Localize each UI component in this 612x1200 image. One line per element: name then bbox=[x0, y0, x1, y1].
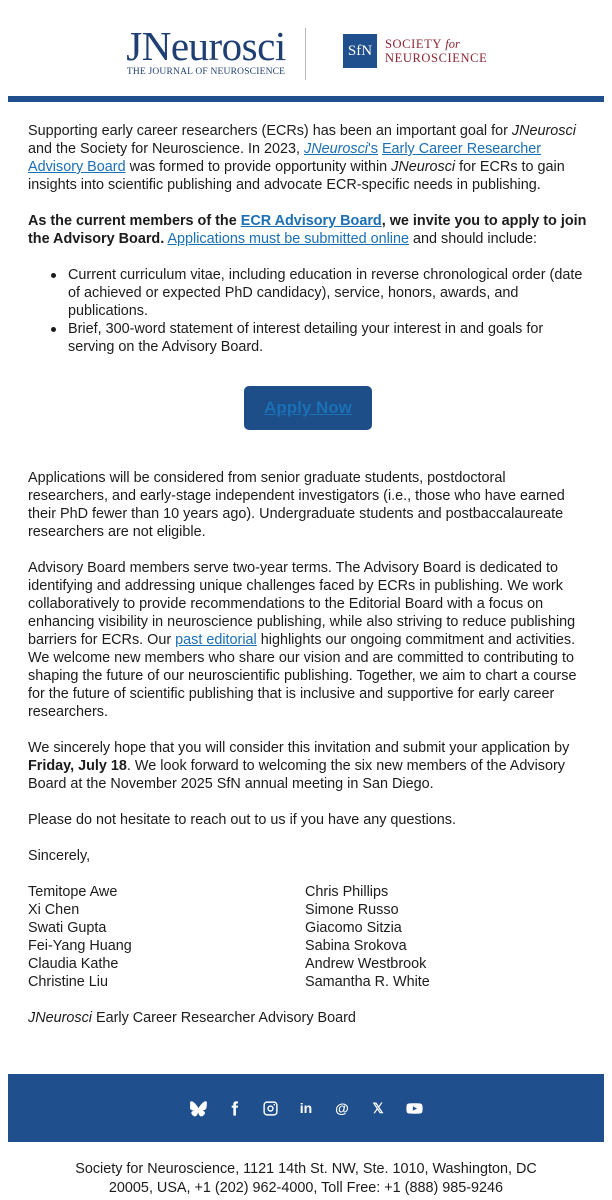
jneurosci-link[interactable]: JNeurosci's bbox=[304, 141, 378, 157]
x-icon[interactable]: 𝕏 bbox=[372, 1099, 384, 1116]
signer-name: Swati Gupta bbox=[28, 920, 107, 936]
sfn-logo-text bbox=[385, 37, 487, 65]
questions-paragraph: Please do not hesitate to reach out to us if you have any questions. bbox=[28, 812, 457, 828]
apply-button-wrap bbox=[28, 386, 588, 430]
footer-address bbox=[20, 1160, 592, 1198]
signers-left bbox=[28, 883, 305, 991]
instagram-icon[interactable] bbox=[261, 1099, 280, 1118]
sfn-line1: SOCIETY bbox=[385, 37, 442, 51]
requirements-list bbox=[28, 266, 588, 356]
signers bbox=[28, 883, 588, 991]
linkedin-icon[interactable]: in bbox=[299, 1100, 313, 1116]
deadline-date: Friday, July 18 bbox=[28, 758, 127, 774]
jneurosci-wordmark: JNeurosci bbox=[126, 23, 286, 69]
facebook-icon[interactable] bbox=[225, 1099, 244, 1118]
signer-name: Xi Chen bbox=[28, 902, 80, 918]
deadline-paragraph: We sincerely hope that you will consider this invitation and submit your application by Friday, July 18. We look forward to welcoming the six new members of the Advisory Board at the November 2025 SfN annual meeting in San Diego. bbox=[28, 740, 570, 792]
terms-paragraph: Advisory Board members serve two-year terms. The Advisory Board is dedicated to identifying and addressing unique challenges faced by ECRs in publishing. We work collaboratively to provide recommendations to the Editorial Board with a focus on enhancing visibility in neuroscience publishing, while also striving to reduce publishing barriers for ECRs. Our past editorial highlights our ongoing commitment and activities. We welcome new members who share our vision and are committed to contributing to shaping the future of our neuroscientific publishing. Together, we aim to chart a course for the future of scientific publishing that is inclusive and supportive for early career researchers. bbox=[28, 560, 577, 720]
closing: Sincerely, bbox=[28, 848, 91, 864]
invite-paragraph: As the current members of the ECR Advisory Board, we invite you to apply to join the Advisory Board. Applications must be submitted online and should include: bbox=[28, 213, 587, 247]
list-item: Brief, 300-word statement of interest detailing your interest in and goals for serving on the Advisory Board. bbox=[28, 320, 588, 356]
sfn-logo-mark[interactable]: SfN bbox=[343, 34, 377, 68]
signer-name: Chris Phillips bbox=[305, 884, 389, 900]
jneurosci-logo[interactable] bbox=[116, 23, 296, 77]
signer-name: Temitope Awe bbox=[28, 884, 118, 900]
header-divider bbox=[305, 28, 306, 80]
youtube-icon[interactable] bbox=[405, 1099, 424, 1118]
sfn-line2: NEUROSCIENCE bbox=[385, 51, 488, 65]
threads-icon[interactable]: @ bbox=[335, 1100, 349, 1116]
apply-now-button[interactable]: Apply Now bbox=[244, 386, 372, 430]
signer-name: Andrew Westbrook bbox=[305, 956, 427, 972]
jneurosci-subtitle: THE JOURNAL OF NEUROSCIENCE bbox=[126, 67, 286, 77]
social-bar bbox=[8, 1074, 604, 1142]
address-line2: 20005, USA, +1 (202) 962-4000, Toll Free: +1 (888) 985-9246 bbox=[108, 1180, 504, 1196]
header-rule bbox=[8, 96, 604, 102]
signer-name: Christine Liu bbox=[28, 974, 108, 990]
signer-name: Claudia Kathe bbox=[28, 956, 119, 972]
eligibility-paragraph: Applications will be considered from senior graduate students, postdoctoral researchers, and early-stage independent investigators (i.e., those who have earned their PhD fewer than 10 years ago). Undergraduate students and postbaccalaureate researchers are not eligible. bbox=[28, 470, 565, 540]
past-editorial-link[interactable]: past editorial bbox=[175, 632, 257, 648]
signature-line: JNeurosci Early Career Researcher Advisory Board bbox=[28, 1010, 356, 1026]
ecr-board-link[interactable]: ECR Advisory Board bbox=[240, 213, 382, 229]
applications-online-link[interactable]: Applications must be submitted online bbox=[167, 231, 410, 247]
signer-name: Sabina Srokova bbox=[305, 938, 407, 954]
signer-name: Giacomo Sitzia bbox=[305, 920, 402, 936]
sfn-for: for bbox=[445, 37, 460, 51]
list-item: Current curriculum vitae, including education in reverse chronological order (date of achieved or expected PhD candidacy), service, honors, awards, and publications. bbox=[28, 266, 588, 320]
signer-name: Fei-Yang Huang bbox=[28, 938, 132, 954]
intro-paragraph: Supporting early career researchers (ECRs) has been an important goal for JNeurosci and the Society for Neuroscience. In 2023, JNeurosci's Early Career Researcher Advisory Board was formed to provide opportunity within JNeurosci for ECRs to gain insights into scientific publishing and advocate ECR-specific needs in publishing. bbox=[28, 123, 576, 193]
signer-name: Samantha R. White bbox=[305, 974, 430, 990]
signers-right bbox=[305, 883, 582, 991]
signer-name: Simone Russo bbox=[305, 902, 399, 918]
email-body bbox=[28, 122, 588, 1045]
bluesky-icon[interactable] bbox=[189, 1099, 208, 1118]
ecr-advisory-board-link[interactable]: Early Career Researcher Advisory Board bbox=[28, 141, 542, 175]
address-line1: Society for Neuroscience, 1121 14th St. NW, Ste. 1010, Washington, DC bbox=[75, 1161, 537, 1177]
email-header bbox=[0, 0, 612, 96]
